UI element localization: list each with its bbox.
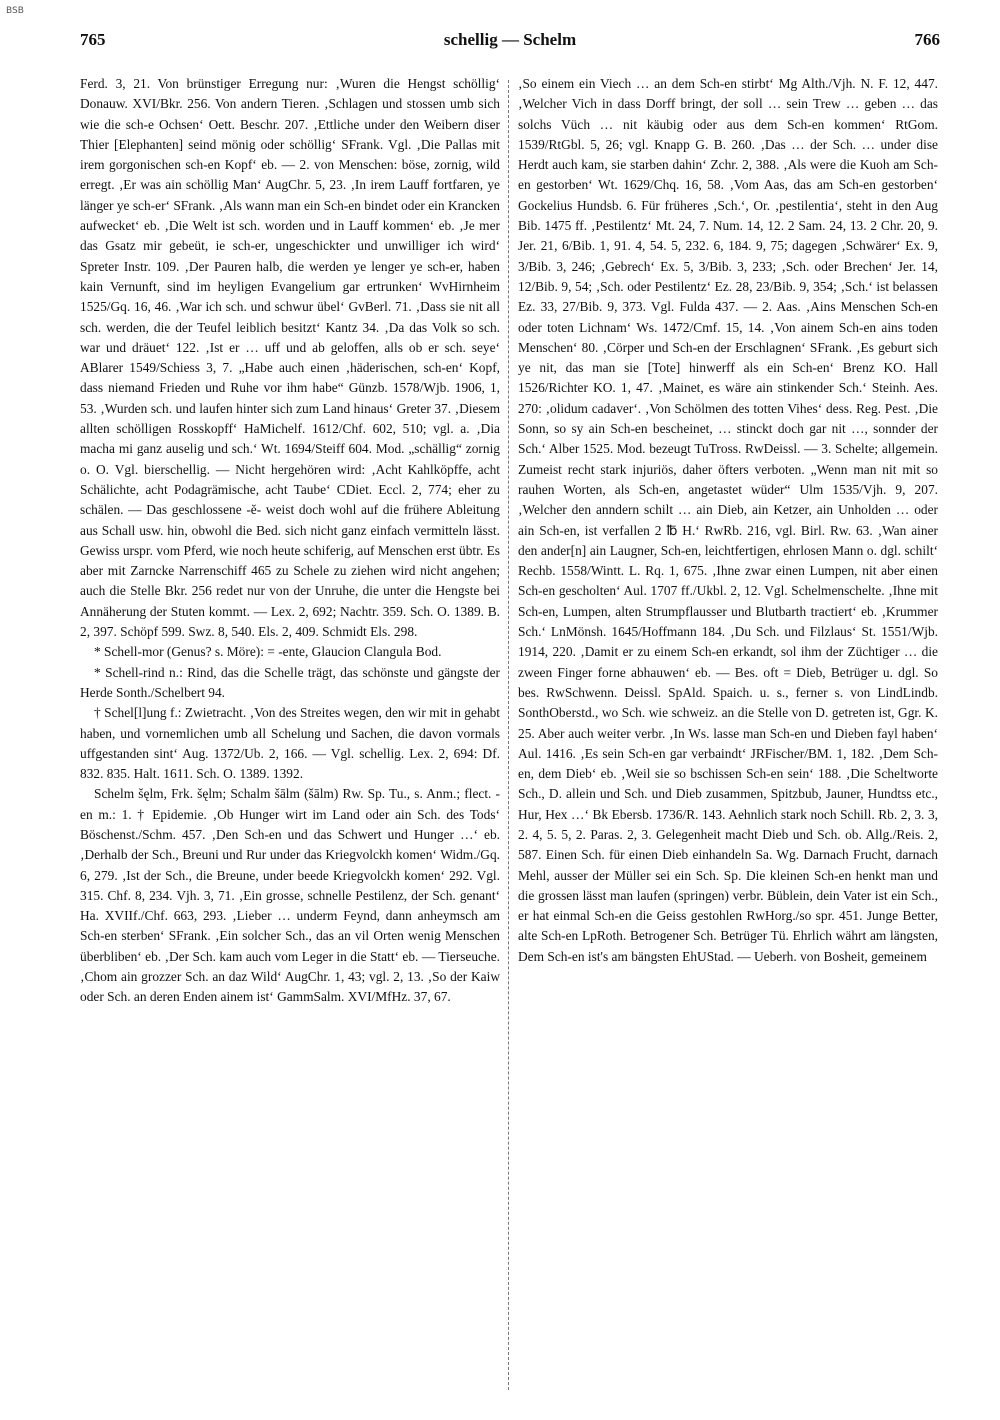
entry-schell-mor: * Schell-mor (Genus? s. Möre): = -ente, Glaucion Clangula Bod. bbox=[94, 644, 442, 660]
left-column bbox=[80, 74, 500, 1399]
library-mark: BSB bbox=[6, 6, 24, 16]
entry-schelm: Schelm šęlm, Frk. šęlm; Schalm šālm (šālm) Rw. Sp. Tu., s. Anm.; flect. -en m.: 1. † Epidemie. ‚Ob Hunger wirt im Land oder ain Sch. des Tods‘ Böschenst./Schm. 457. ‚Den Sch-en und das Schwert und Hunger …‘ eb. ‚Derhalb der Sch., Breuni und Rur under das Kriegvolckh komen‘ Widm./Gq. 6, 279. ‚Ist der Sch., die Breune, under beede Kriegvolckh komen‘ 292. Vgl. 315. Chf. 8, 234. Vjh. 3, 71. ‚Ein grosse, schnelle Pestilenz, der Sch. genant‘ Ha. XVIIf./Chf. 663, 293. ‚Lieber … underm Feynd, dann anheymsch am Sch-en sterben‘ SFrank. ‚Ein solcher Sch., das an vil Orten wenig Menschen überbliben‘ eb. ‚Der Sch. kam auch vom Leger in die Statt‘ eb. — Tierseuche. ‚Chom ain grozzer Sch. an daz Wild‘ AugChr. 1, 43; vgl. 2, 13. ‚So der Kaiw oder Sch. an deren Enden ainem ist‘ GammSalm. XVI/MfHz. 37, 67. bbox=[80, 786, 500, 1005]
right-column bbox=[518, 74, 938, 1399]
column-divider bbox=[508, 80, 509, 1390]
running-title: schellig — Schelm bbox=[443, 30, 577, 49]
entry-schelm-continued: ‚So einem ein Viech … an dem Sch-en stirbt‘ Mg Alth./Vjh. N. F. 12, 447. ‚Welcher Vich in dass Dorff bringt, der soll … sein Trew … geben … das solchs Vüch … nit käubig oder aus dem Sch-en kommen‘ RtGom. 1539/RtGbl. 5, 26; vgl. Knapp G. B. 260. ‚Das … der Sch. … under dise Herdt auch kam, sie starben dahin‘ Zchr. 2, 388. ‚Als were die Kuoh am Sch-en gestorben‘ Wt. 1629/Chq. 16, 58. ‚Vom Aas, das am Sch-en gestorben‘ Gockelius Hundsb. 6. Für früheres ‚Sch.‘, Or. ‚pestilentia‘, steht in den Aug Bib. 1475 ff. ‚Pestilentz‘ Mt. 24, 7. Num. 14, 12. 2 Sam. 24, 13. 2 Chr. 20, 9. Jer. 21, 6/Bib. 1, 91. 4, 54. 5, 232. 6, 184. 9, 75; dagegen ‚Schwärer‘ Ex. 9, 3/Bib. 3, 246; ‚Gebrech‘ Ex. 5, 3/Bib. 3, 233; ‚Sch. oder Brechen‘ Jer. 14, 12/Bib. 9, 54; ‚Sch. oder Pestilentz‘ Ez. 28, 23/Bib. 9, 354; ‚Sch.‘ ist belassen Ez. 33, 27/Bib. 9, 373. Vgl. Fulda 437. — 2. Aas. ‚Ains Menschen Sch-en oder toten Lichnam‘ Ws. 1472/Cmf. 15, 14. ‚Von ainem Sch-en ains toden Menschen‘ 80. ‚Cörper und Sch-en der Erschlagnen‘ SFrank. ‚Es geburt sich ye nit, das man sie [Tote] hinwerff als ein Sch-en‘ Brenz KO. Hall 1526/Richter KO. 1, 47. ‚Mainet, es wäre ain stinkender Sch.‘ Steinh. Aes. 270: ‚olidum cadaver‘. ‚Von Schölmen des totten Vihes‘ dess. Reg. Pest. ‚Die Sonn, so sy ain Sch-en bescheinet, … stinckt doch gar nit …, sonnder der Sch.‘ Alber 1525. Mod. bezeugt TuTross. RwDeissl. — 3. Schelte; allgemein. Zumeist recht stark injuriös, daher öfters verboten. „Wenn man nit mit so rauhen Worten, als Sch-en, angetastet wüder“ Ulm 1535/Vjh. 9, 207. ‚Welcher den anndern schilt … ain Dieb, ain Ketzer, ain Unholden … oder ain Sch-en, ist verfallen 2 ℔ H.‘ RwRb. 216, vgl. Birl. Rw. 63. ‚Wan ainer den ander[n] ain Laugner, Sch-en, leichtfertigen, ehrlosen Mann o. dgl. schilt‘ Rechb. 1558/Wintt. L. Rq. 1, 675. ‚Ihne zwar einen Lumpen, nit aber einen Sch-en gescholten‘ Aul. 1707 ff./Ukbl. 2, 12. Vgl. Schelmenschelte. ‚Ihne mit Sch-en, Lumpen, alten Strumpflausser und Blutbarth tractiert‘ eb. ‚Krummer Sch.‘ LnMönsh. 1645/Hoffmann 184. ‚Du Sch. und Filzlaus‘ St. 1551/Wjb. 1914, 220. ‚Damit er zu einem Sch-en erkandt, sol ihm der Züchtiger … die zween Finger forne abhauwen‘ eb. — Bes. oft = Dieb, Betrüger u. dgl. So bes. RwSchwenn. Deissl. SpAld. Spaich. u. s., ferner s. von LindLindb. SonthOberstd., wo Sch. wie schweiz. an die Stelle von D. getreten ist, Ggr. K. 25. Aber auch weiter verbr. ‚In Ws. lasse man Sch-en und Dieben fayl haben‘ Aul. 1416. ‚Es sein Sch-en gar verbaindt‘ JRFischer/BM. 1, 182. ‚Dem Sch-en, dem Dieb‘ eb. ‚Weil sie so bschissen Sch-en sein‘ 188. ‚Die Scheltworte Sch., D. allein und Sch. und Dieb zusammen, Spitzbub, Jauner, Hundtss etc., Hur, Hex …‘ Bk Ebersb. 1736/R. 143. Aehnlich stark noch Schill. Rb. 2, 3. 3, 2. 4, 5. 5, 2. Paras. 2, 3. Gelegenheit macht Dieb und Sch. ob. Allg./Reis. 2, 587. Einen Sch. für einen Dieb einhandeln Sa. Wg. Darnach Frucht, darnach Mehl, ausser der Müller sei ein Sch. Sp. Die kleinen Sch-en henkt man und die grossen lässt man laufen (springen) verbr. Büblein, dein Vater ist ein Sch., er hat einmal Sch-en die Geiss gestohlen RwHorg./so spr. 451. Junge Better, alte Sch-en LpRoth. Betrogener Sch. Betrüger Tü. Ehrlich währt am längsten, Dem Sch-en ist's am bängsten EhUStad. — Ueberh. von Bosheit, gemeinem bbox=[518, 76, 938, 964]
entry-schell-rind: * Schell-rind n.: Rind, das die Schelle trägt, das schönste und gängste der Herde Sonth./Schelbert 94. bbox=[80, 664, 500, 700]
left-page-number: 765 bbox=[80, 30, 106, 49]
running-header bbox=[80, 30, 940, 58]
right-page-number: 766 bbox=[914, 30, 940, 49]
entry-schelung: † Schel[l]ung f.: Zwietracht. ‚Von des Streites wegen, den wir mit in gehabt haben, und vornemlichen umb all Schelung und Sachen, die davon vormals uffgestanden sint‘ Aug. 1372/Ub. 2, 166. — Vgl. schellig. Lex. 2, 694: Df. 832. 835. Halt. 1611. Sch. O. 1389. 1392. bbox=[80, 705, 500, 782]
entry-schellig-continued: Ferd. 3, 21. Von brünstiger Erregung nur: ‚Wuren die Hengst schöllig‘ Donauw. XVI/Bkr. 256. Von andern Tieren. ‚Schlagen und stossen umb sich wie die sch-e Ochsen‘ Oett. Beschr. 207. ‚Ettliche under den Weibern diser Thier [Elephanten] seind mönig oder schöllig‘ SFrank. Vgl. ‚Die Pallas mit irem gorgonischen sch-en Kopf‘ eb. — 2. von Menschen: böse, zornig, wild erregt. ‚Er was ain schöllig Man‘ AugChr. 5, 23. ‚In irem Lauff fortfaren, ye länger ye sch-er‘ SFrank. ‚Als wann man ein Sch-en bindet oder ein Krancken aufwecket‘ eb. ‚Die Welt ist sch. worden und in Lauff kommen‘ eb. ‚Je mer das Gsatz mir gebeüt, ie sch-er, ungeschickter und unwilliger ich wird‘ Spreter Instr. 109. ‚Der Pauren halb, die werden ye lenger ye sch-er, haben kain Vernunft, sind im heyligen Evangelium gar ertrunken‘ WvHirnheim 1525/Gq. 16, 46. ‚War ich sch. und schwur übel‘ GvBerl. 71. ‚Dass sie nit all sch. werden, die der Teufel leiblich besitzt‘ Kantz 34. ‚Da das Volk so sch. war und dräuet‘ 122. ‚Ist er … uff und ab geloffen, alls ob er sch. seye‘ ABlarer 1549/Schiess 3, 7. „Habe auch einen ‚häderischen, sch-en‘ Kopf, dass niemand Frieden und Ruhe vor ihm habe“ Günzb. 1578/Wjb. 1906, 1, 53. ‚Wurden sch. und laufen hinter sich zum Land hinaus‘ Greter 37. ‚Diesem allten schölligen Rosskopff‘ HaMichelf. 1612/Chf. 602, 510; vgl. a. ‚Dia macha mi ganz auselig und sch.‘ Wt. 1694/Steiff 604. Mod. „schällig“ zornig o. O. Vgl. bierschellig. — Nicht hergehören wird: ‚Acht Kahlköpffe, acht Schälichte, acht Podagrämische, acht Taube‘ CDiet. Eccl. 2, 774; eher zu schälen. — Das geschlossene -ĕ- weist doch wohl auf die frühere Ableitung aus Schall usw. hin, obwohl die Bed. sich nicht ganz einfach vermitteln lässt. Gewiss urspr. vom Pferd, wie noch heute schiferig, auf Menschen erst übtr. Es aber mit Zarncke Narrenschiff 465 zu Schele zu ziehen wird nicht angehen; auch die Stelle Bkr. 256 redet nur von der Unruhe, die unter die Hengste bei Annäherung der Stuten kommt. — Lex. 2, 692; Nachtr. 359. Sch. O. 1389. B. 2, 397. Schöpf 599. Swz. 8, 540. Els. 2, 409. Schmidt Els. 298. bbox=[80, 76, 500, 640]
